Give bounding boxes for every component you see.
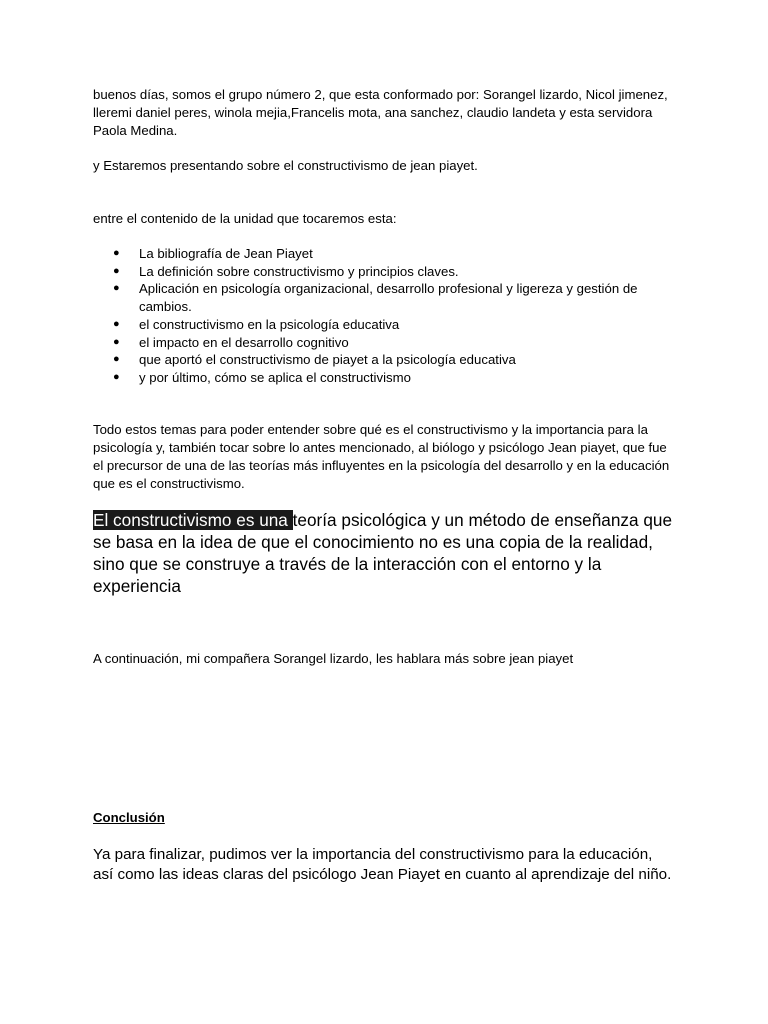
bullet-icon: ● <box>113 335 120 348</box>
list-item <box>93 263 673 281</box>
topics-list <box>93 245 673 387</box>
list-item <box>93 316 673 334</box>
list-item <box>93 369 673 387</box>
presenting-paragraph: y Estaremos presentando sobre el constructivismo de jean piayet. <box>93 158 478 173</box>
list-item <box>93 351 673 369</box>
bullet-icon: ● <box>113 282 120 295</box>
list-item-text: el impacto en el desarrollo cognitivo <box>139 334 349 350</box>
definition-paragraph <box>93 509 673 597</box>
definition-text: teoría psicológica y un método de enseñanza que se basa en la idea de que el conocimiento no es una copia de la realidad, sino que se construye a través de la interacción con el entorno y la experiencia <box>93 510 672 596</box>
bullet-icon: ● <box>113 370 120 383</box>
bullet-icon: ● <box>113 317 120 330</box>
conclusion-paragraph: Ya para finalizar, pudimos ver la importancia del constructivismo para la educación, así como las ideas claras del psicólogo Jean Piayet en cuanto al aprendizaje del niño. <box>93 846 672 883</box>
content-intro-paragraph: entre el contenido de la unidad que tocaremos esta: <box>93 211 397 226</box>
conclusion-heading: Conclusión <box>93 810 165 825</box>
list-item-text: que aportó el constructivismo de piayet a la psicología educativa <box>139 352 516 368</box>
intro-paragraph: buenos días, somos el grupo número 2, que esta conformado por: Sorangel lizardo, Nicol jimenez, lleremi daniel peres, winola mejia,Francelis mota, ana sanchez, claudio landeta y esta servidora Paola Medina. <box>93 87 668 138</box>
highlighted-text: El constructivismo es una <box>93 510 293 530</box>
list-item-text: La definición sobre constructivismo y principios claves. <box>139 263 459 279</box>
list-item <box>93 245 673 263</box>
summary-paragraph: Todo estos temas para poder entender sobre qué es el constructivismo y la importancia para la psicología y, también tocar sobre lo antes mencionado, al biólogo y psicólogo Jean piayet, que fue el precursor de una de las teorías más influyentes en la psicología del desarrollo y en la educación que es el constructivismo. <box>93 422 670 491</box>
list-item <box>93 280 673 315</box>
bullet-icon: ● <box>113 264 120 277</box>
list-item-text: Aplicación en psicología organizacional, desarrollo profesional y ligereza y gestión de cambios. <box>139 281 638 315</box>
bullet-icon: ● <box>113 247 120 259</box>
list-item <box>93 334 673 352</box>
handoff-paragraph: A continuación, mi compañera Sorangel lizardo, les hablara más sobre jean piayet <box>93 651 574 666</box>
list-item-text: el constructivismo en la psicología educativa <box>139 316 400 332</box>
bullet-icon: ● <box>113 353 120 366</box>
list-item-text: La bibliografía de Jean Piayet <box>139 246 313 261</box>
list-item-text: y por último, cómo se aplica el constructivismo <box>139 369 411 385</box>
